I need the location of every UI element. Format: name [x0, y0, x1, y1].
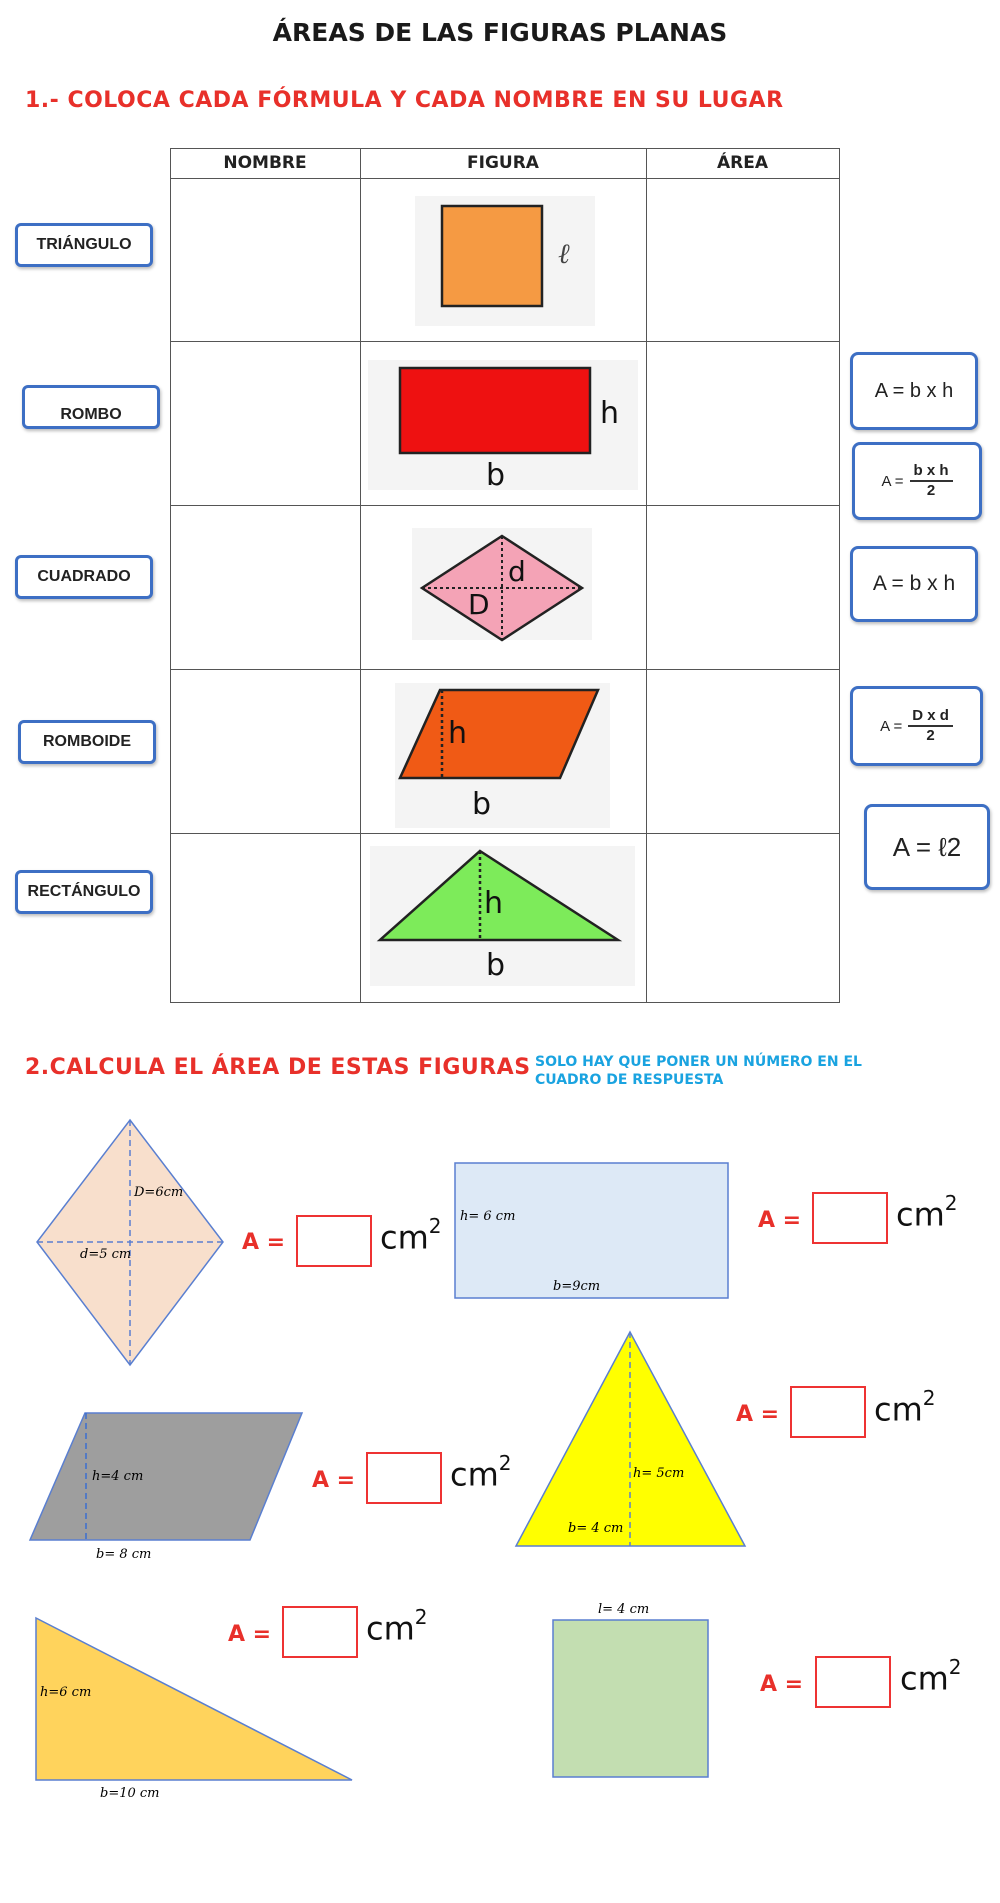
ex-parallelogram-b: b= 8 cm — [96, 1547, 152, 1562]
name-tag-cuadrado[interactable]: CUADRADO — [15, 555, 153, 599]
unit-parallelogram — [450, 1451, 512, 1494]
unit-isosceles-exp: 2 — [922, 1386, 936, 1410]
parallelogram-h-label: h — [448, 716, 468, 751]
header-figura: FIGURA — [467, 153, 539, 173]
ex-isosceles-b: b= 4 cm — [568, 1521, 624, 1536]
header-nombre: NOMBRE — [223, 153, 307, 173]
name-tag-rectangulo[interactable]: RECTÁNGULO — [15, 870, 153, 914]
rect-b-label: b — [486, 458, 506, 493]
eq-label-right-triangle: A = — [228, 1622, 272, 1647]
unit-isosceles-base: cm — [874, 1390, 923, 1429]
ex-parallelogram-shape — [30, 1413, 302, 1540]
formula-tag-4[interactable] — [850, 686, 983, 766]
answer-box-right-triangle[interactable] — [282, 1606, 358, 1658]
name-tag-rombo[interactable]: ROMBO — [22, 385, 160, 429]
unit-right-triangle — [366, 1605, 428, 1648]
unit-rhombus-base: cm — [380, 1218, 429, 1257]
unit-parallelogram-base: cm — [450, 1455, 499, 1494]
ex-square-l: l= 4 cm — [598, 1602, 650, 1617]
unit-parallelogram-exp: 2 — [498, 1451, 512, 1475]
ex-isosceles-h: h= 5cm — [633, 1466, 685, 1481]
section2-note-line1: SOLO HAY QUE PONER UN NÚMERO EN EL — [535, 1054, 862, 1070]
answer-box-isosceles[interactable] — [790, 1386, 866, 1438]
unit-square-exp: 2 — [948, 1655, 962, 1679]
formula-tag-3[interactable]: A = b x h — [850, 546, 978, 622]
table-figures — [360, 178, 650, 1008]
formula-2-denominator: 2 — [926, 482, 936, 499]
ex-rectangle-b: b=9cm — [553, 1279, 601, 1294]
section2-heading: 2.CALCULA EL ÁREA DE ESTAS FIGURAS — [25, 1055, 531, 1080]
name-tag-triangulo[interactable]: TRIÁNGULO — [15, 223, 153, 267]
rhombus-d-label: d — [508, 555, 526, 588]
formula-2-numerator: b x h — [910, 462, 953, 482]
unit-right-triangle-base: cm — [366, 1609, 415, 1648]
eq-label-isosceles: A = — [736, 1402, 780, 1427]
parallelogram-b-label: b — [472, 787, 492, 822]
ex-rhombus-d: d=5 cm — [80, 1247, 132, 1262]
ex-rectangle-h: h= 6 cm — [460, 1209, 516, 1224]
ex-square-shape — [553, 1620, 708, 1777]
section2-note — [535, 1053, 862, 1089]
unit-isosceles — [874, 1386, 936, 1429]
unit-rectangle — [896, 1191, 958, 1234]
ex-right-triangle-h: h=6 cm — [40, 1685, 92, 1700]
formula-2-fraction — [910, 462, 953, 500]
formula-tag-2[interactable] — [852, 442, 982, 520]
ex-rectangle-shape — [455, 1163, 728, 1298]
ex-rhombus-D: D=6cm — [134, 1185, 184, 1200]
unit-rectangle-base: cm — [896, 1195, 945, 1234]
formula-4-numerator: D x d — [908, 707, 953, 727]
section1-heading: 1.- COLOCA CADA FÓRMULA Y CADA NOMBRE EN SU LUGAR — [25, 88, 784, 113]
formula-2-prefix: A = — [881, 472, 904, 490]
ex-right-triangle-b: b=10 cm — [100, 1786, 160, 1801]
answer-box-rectangle[interactable] — [812, 1192, 888, 1244]
unit-square-base: cm — [900, 1659, 949, 1698]
answer-box-square[interactable] — [815, 1656, 891, 1708]
unit-rhombus-exp: 2 — [428, 1214, 442, 1238]
formula-tag-5[interactable]: A = ℓ2 — [864, 804, 990, 890]
page-title: ÁREAS DE LAS FIGURAS PLANAS — [272, 18, 728, 47]
ex-parallelogram-h: h=4 cm — [92, 1469, 144, 1484]
name-tag-romboide[interactable]: ROMBOIDE — [18, 720, 156, 764]
header-area: ÁREA — [716, 153, 769, 173]
unit-rectangle-exp: 2 — [944, 1191, 958, 1215]
unit-rhombus — [380, 1214, 442, 1257]
rhombus-D-label: D — [468, 588, 490, 621]
square-side-label: ℓ — [558, 237, 570, 270]
unit-square — [900, 1655, 962, 1698]
eq-label-rhombus: A = — [242, 1230, 286, 1255]
answer-box-parallelogram[interactable] — [366, 1452, 442, 1504]
formula-tag-1[interactable]: A = b x h — [850, 352, 978, 430]
eq-label-rectangle: A = — [758, 1208, 802, 1233]
rect-h-label: h — [600, 396, 620, 431]
triangle-h-label: h — [484, 886, 504, 921]
triangle-b-label: b — [486, 948, 506, 983]
section2-note-line2: CUADRO DE RESPUESTA — [535, 1072, 724, 1088]
rectangle-shape — [400, 368, 590, 453]
formula-4-denominator: 2 — [926, 727, 935, 744]
square-shape — [442, 206, 542, 306]
eq-label-square: A = — [760, 1672, 804, 1697]
eq-label-parallelogram: A = — [312, 1468, 356, 1493]
formula-4-fraction — [908, 707, 953, 745]
formula-4-prefix: A = — [880, 717, 903, 735]
unit-right-triangle-exp: 2 — [414, 1605, 428, 1629]
answer-box-rhombus[interactable] — [296, 1215, 372, 1267]
